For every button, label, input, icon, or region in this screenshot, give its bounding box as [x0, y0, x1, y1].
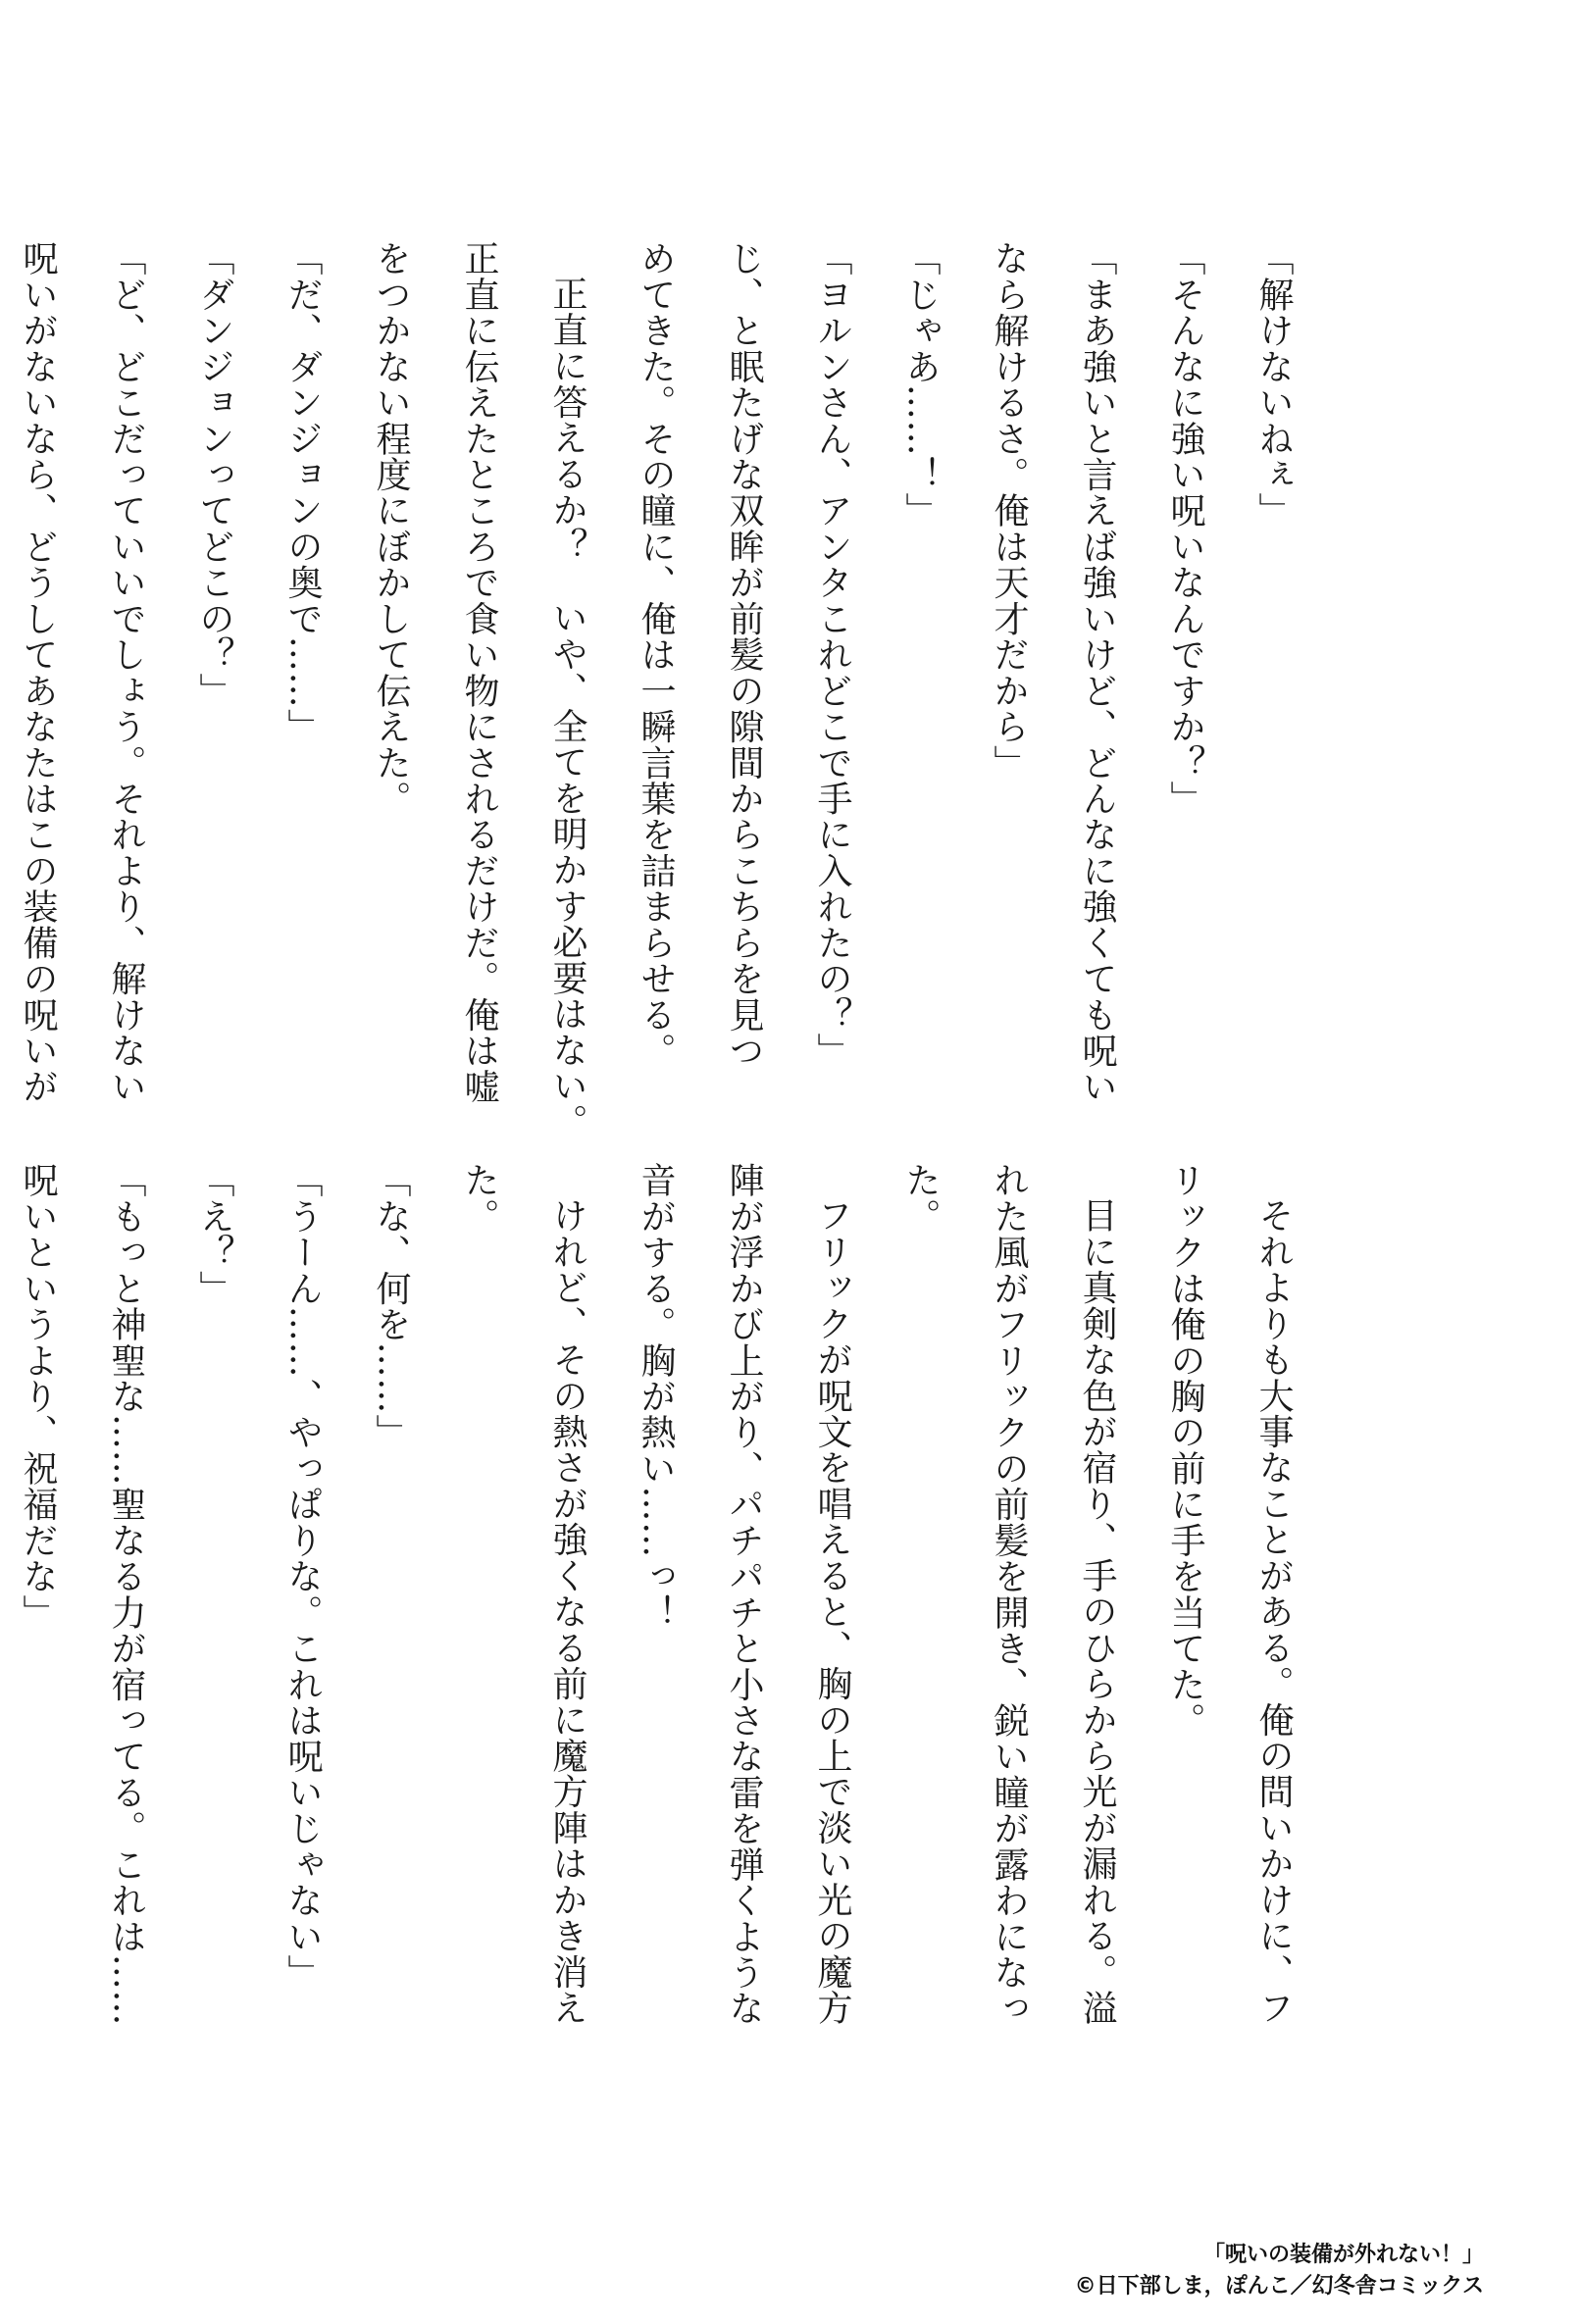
text-line: 「な、何を……」: [371, 1162, 411, 1450]
text-line: 正直に伝えたところで食い物にされるだけだ。俺は嘘: [459, 240, 499, 1105]
text-line: 「ど、どこだっていいでしょう。それより、解けない: [106, 240, 146, 1105]
text-line: それよりも大事なことがある。俺の問いかけに、フ: [1253, 1197, 1294, 2026]
text-line: 目に真剣な色が宿り、手のひらから光が漏れる。溢: [1077, 1197, 1117, 2026]
text-line: 「うーん……、やっぱりな。これは呪いじゃない」: [282, 1162, 323, 1991]
text-line: 「解けないねぇ」: [1253, 240, 1294, 529]
top-text-block: [0, 240, 1317, 1140]
text-line: めてきた。その瞳に、俺は一瞬言葉を詰まらせる。: [636, 240, 676, 1069]
text-line: 「ダンジョンってどこの？」: [194, 240, 234, 709]
text-line: 陣が浮かび上がり、パチパチと小さな雷を弾くような: [724, 1162, 764, 2027]
text-line: 「もっと神聖な……聖なる力が宿ってる。これは……: [106, 1162, 146, 2027]
text-line: れた風がフリックの前髪を開き、鋭い瞳が露わになっ: [989, 1162, 1029, 2027]
text-line: 音がする。胸が熱い……っ！: [636, 1162, 676, 1631]
book-title-credit: 「呪いの装備が外れない！」: [1202, 2243, 1484, 2267]
text-line: リックは俺の胸の前に手を当てた。: [1165, 1162, 1205, 1739]
text-line: 「ヨルンさん、アンタこれどこで手に入れたの？」: [812, 240, 852, 1069]
text-line: フリックが呪文を唱えると、胸の上で淡い光の魔方: [812, 1197, 852, 2026]
text-line: じ、と眠たげな双眸が前髪の隙間からこちらを見つ: [724, 240, 764, 1069]
bottom-text-block: [0, 1162, 1317, 2027]
text-line: をつかない程度にぼかして伝えた。: [371, 240, 411, 817]
text-line: 「そんなに強い呪いなんですか？」: [1165, 240, 1205, 817]
text-line: 「だ、ダンジョンの奥で……」: [282, 240, 323, 745]
copyright-credit: ©日下部しま，ぽんこ／幻冬舎コミックス: [1074, 2273, 1484, 2299]
text-line: 正直に答えるか？ いや、全てを明かす必要はない。: [547, 276, 587, 1140]
text-line: けれど、その熱さが強くなる前に魔方陣はかき消え: [547, 1197, 587, 2026]
text-line: 「え？」: [194, 1162, 234, 1306]
text-line: 「まあ強いと言えば強いけど、どんなに強くても呪い: [1077, 240, 1117, 1105]
text-line: た。: [900, 1162, 941, 1235]
text-line: 「じゃあ……！」: [900, 240, 941, 529]
text-line: なら解けるさ。俺は天才だから」: [989, 240, 1029, 781]
text-line: 呪いというより、祝福だな」: [18, 1162, 58, 1631]
text-line: た。: [459, 1162, 499, 1235]
text-line: 呪いがないなら、どうしてあなたはこの装備の呪いが: [18, 240, 58, 1105]
credits: [1075, 2240, 1484, 2302]
